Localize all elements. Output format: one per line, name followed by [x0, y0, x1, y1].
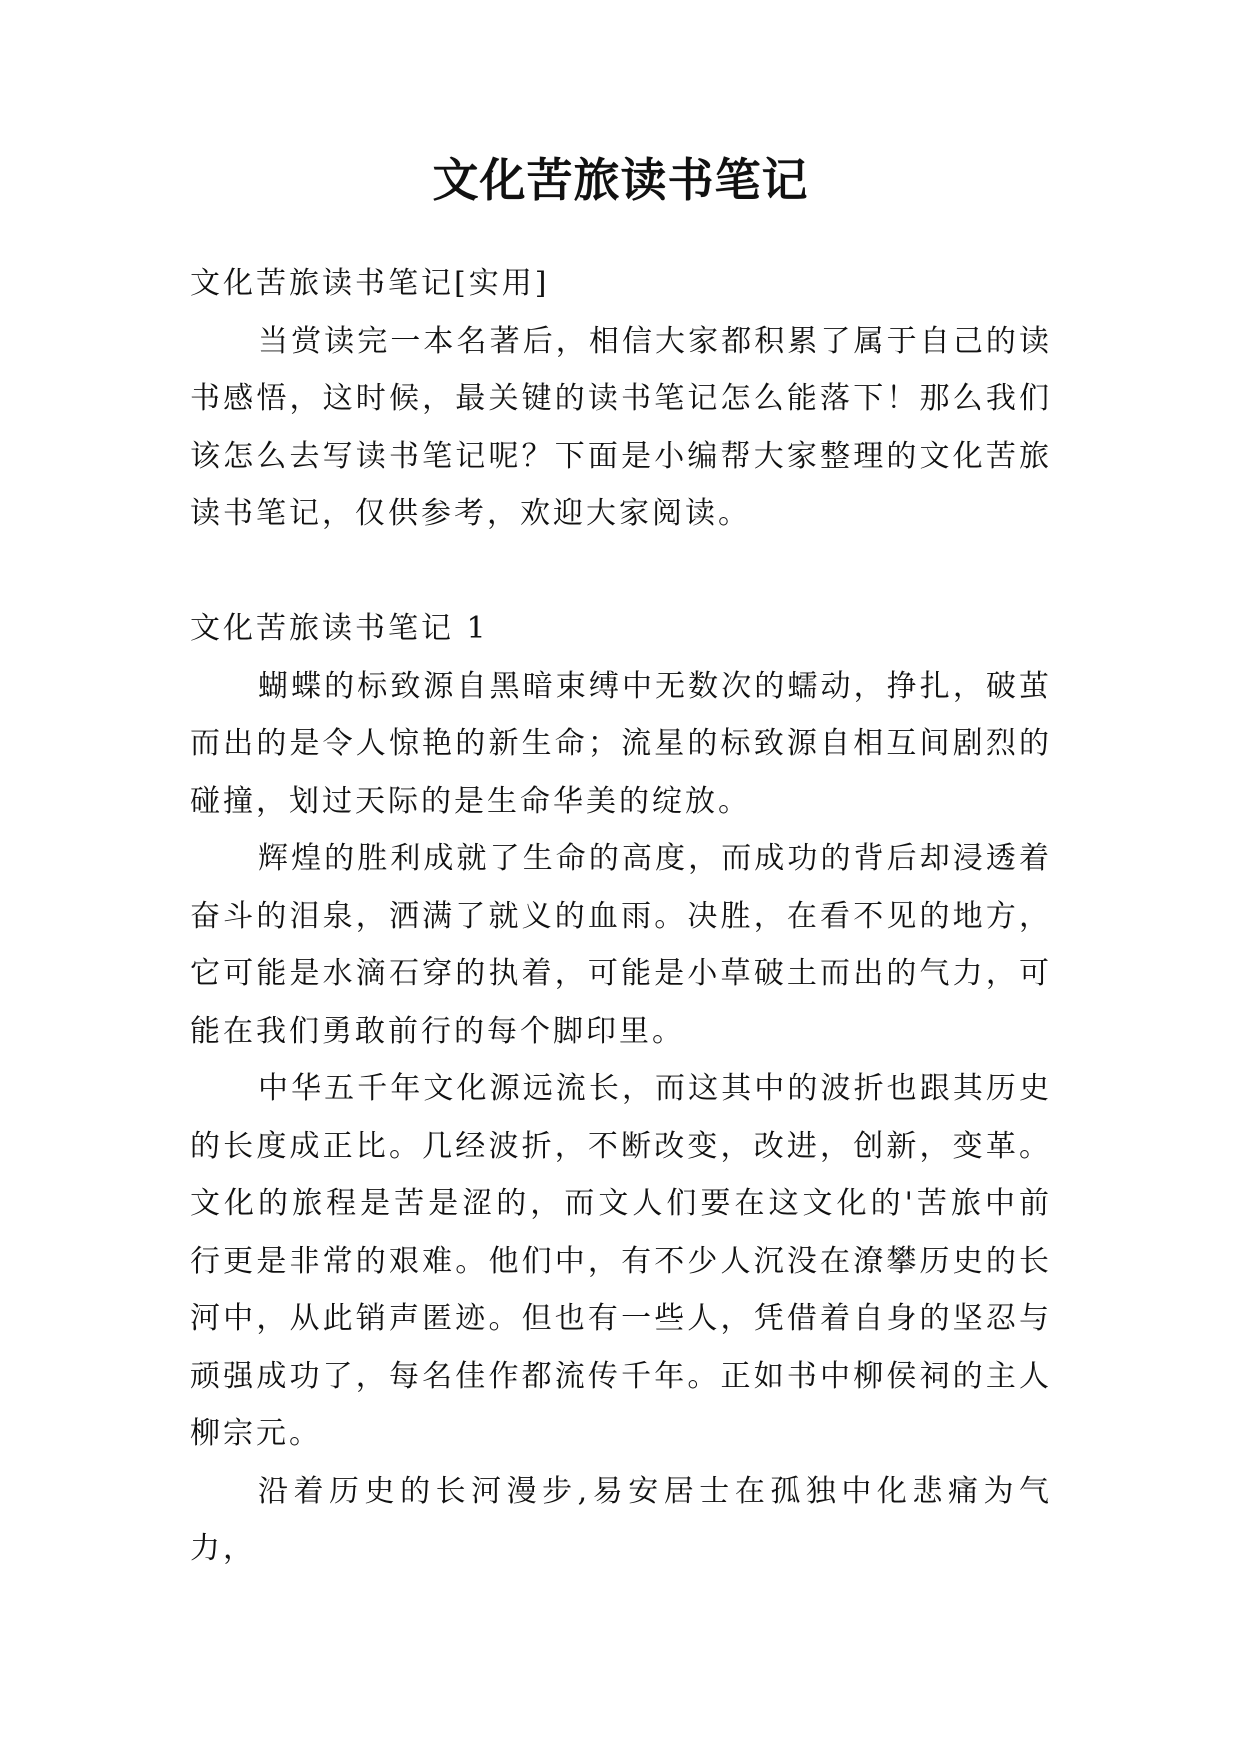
- paragraph-gap: [190, 543, 1052, 601]
- document-subtitle: 文化苦旅读书笔记[实用]: [190, 266, 550, 301]
- body-paragraph: 蝴蝶的标致源自黑暗束缚中无数次的蠕动，挣扎，破茧而出的是令人惊艳的新生命；流星的标致源自相互间剧烈的碰撞，划过天际的是生命华美的绽放。: [190, 668, 1052, 819]
- body-paragraph: 中华五千年文化源远流长，而这其中的波折也跟其历史的长度成正比。几经波折，不断改变，改进，创新，变革。文化的旅程是苦是涩的，而文人们要在这文化的'苦旅中前行更是非常的艰难。他们中，有不少人沉没在潦攀历史的长河中，从此销声匿迹。但也有一些人，凭借着自身的坚忍与顽强成功了，每名佳作都流传千年。正如书中柳侯祠的主人柳宗元。: [190, 1071, 1052, 1451]
- intro-paragraph: 当赏读完一本名著后，相信大家都积累了属于自己的读书感悟，这时候，最关键的读书笔记怎么能落下！那么我们该怎么去写读书笔记呢？下面是小编帮大家整理的文化苦旅读书笔记，仅供参考，欢迎大家阅读。: [190, 323, 1052, 531]
- body-paragraph: 辉煌的胜利成就了生命的高度，而成功的背后却浸透着奋斗的泪泉，洒满了就义的血雨。决胜，在看不见的地方，它可能是水滴石穿的执着，可能是小草破土而出的气力，可能在我们勇敢前行的每个脚印里。: [190, 841, 1052, 1049]
- section-heading: 文化苦旅读书笔记 1: [190, 611, 489, 646]
- document-body: [190, 255, 1052, 1578]
- body-paragraph: 沿着历史的长河漫步,易安居士在孤独中化悲痛为气力，: [190, 1473, 1052, 1566]
- document-title: 文化苦旅读书笔记: [432, 153, 809, 207]
